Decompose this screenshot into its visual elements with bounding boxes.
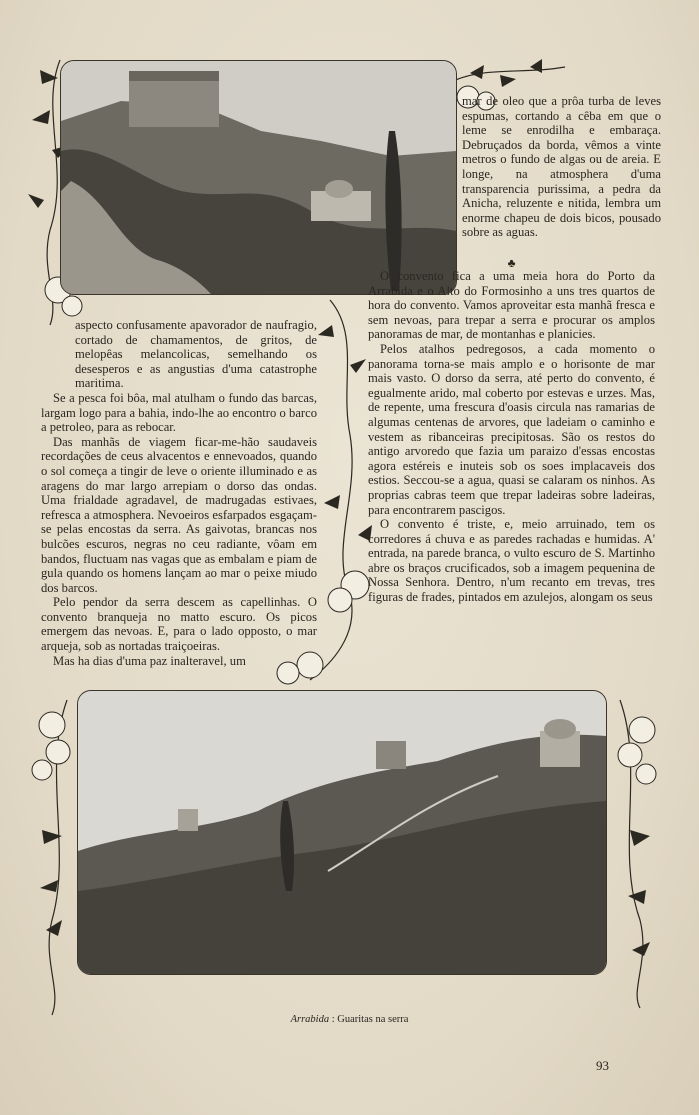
caption-separator: : <box>329 1014 338 1025</box>
paragraph: O convento é triste, e, meio arruinado, tem os corredores á chuva e as paredes rachadas e humidas. A' entrada, na parede branca, o vulto escuro de S. Martinho abre os braços crucificados, sob a imagem pequenina de Nossa Senhora. Dentro, n'um recanto em trevas, tres figuras de frades, pintados em azulejos, alongam os seus <box>368 517 655 605</box>
paragraph: Pelos atalhos pedregosos, a cada momento o panorama torna-se mais amplo e o horisonte de mar mais vasto. O dorso da serra, até perto do convento, é egualmente arido, mal coberto por estevas e urzes. Mas, de repente, uma frescura d'oasis circula nas ramarias de algumas centenas de arvores, que ladeiam o caminho e vestem as ribanceiras precipitosas. São os restos do antigo arvoredo que fazia um paraizo d'essas encostas agora estéreis e inuteis sob os soes implacaveis dos estios. Seccou-se a agua, quasi se calaram os ninhos. As proprias cabras teem que trepar ladeiras sobre ladeiras, para encontrarem pascigos. <box>368 341 655 517</box>
text-column-right <box>368 257 655 605</box>
text-column-left <box>41 318 317 668</box>
page-number: 93 <box>596 1058 609 1073</box>
paragraph: Mas ha dias d'uma paz inalteravel, um <box>53 653 246 668</box>
paragraph: O convento fica a uma meia hora do Porto da Arrabida e o Alto do Formosinho a uns tres quartos de hora do convento. Vamos aproveitar esta manhã fresca e sem nevoas, para trepar a serra e procurar os amplos panoramas de mar, de montanhas e planicies. <box>368 269 655 342</box>
paragraph: Pelo pendor da serra descem as capellinhas. O convento branqueja no matto escuro. Os picos emergem das nevoas. E, para o lado opposto, o mar arqueja, sob as nortadas traiçoeiras. <box>41 595 317 654</box>
clover-ornament: ♣ <box>507 256 516 270</box>
paragraph: Das manhãs de viagem ficar-me-hão saudaveis recordações de ceus alvacentos e ennevoados, quando o sol começa a tingir de leve o oriente illuminado e as aragens do mar largo arrepiam o dorso das ondas. Uma frialdade agradavel, de madrugadas estivaes, refresca a atmosphera. Nevoeiros esfarpados esgaçam-se pelas encostas da serra. As gaivotas, brancas nos bulcões escuros, negras no ceu radiante, vôam em bandos, fluctuam nas vagas que as embalam e piam de gula quando os homens lançam ao mar o peixe miudo dos barcos. <box>41 434 317 595</box>
caption-text: Guaritas na serra <box>337 1014 409 1025</box>
caption-place: Arrabida <box>290 1014 330 1025</box>
photo-caption <box>0 1014 699 1025</box>
photo-arrabida-watchtowers <box>77 690 607 975</box>
orange-branch-decoration-bottom-right <box>600 690 670 1010</box>
paragraph: mar de oleo que a prôa turba de leves espumas, cortando a cêba em que o leme se enrodilha e embaraça. Debruçados da borda, vêmos a vinte metros o fundo de algas ou de areia. E longe, na atmosphera d'uma transparencia purissima, a pedra da Anicha, reluzente e nitida, lembra um enorme chapeu de dois bicos, pousado sobre as aguas. <box>462 94 661 240</box>
text-column-right-top <box>462 94 661 240</box>
paragraph: aspecto confusamente apavorador de naufragio, cortado de chamamentos, de gritos, de melopêas melancolicas, semelhando os desesperos e as angustias d'uma catastrophe maritima. <box>75 318 317 391</box>
paragraph: Se a pesca foi bôa, mal atulham o fundo das barcas, largam logo para a bahia, indo-lhe ao encontro o barco a petroleo, para as rebocar. <box>41 390 317 435</box>
